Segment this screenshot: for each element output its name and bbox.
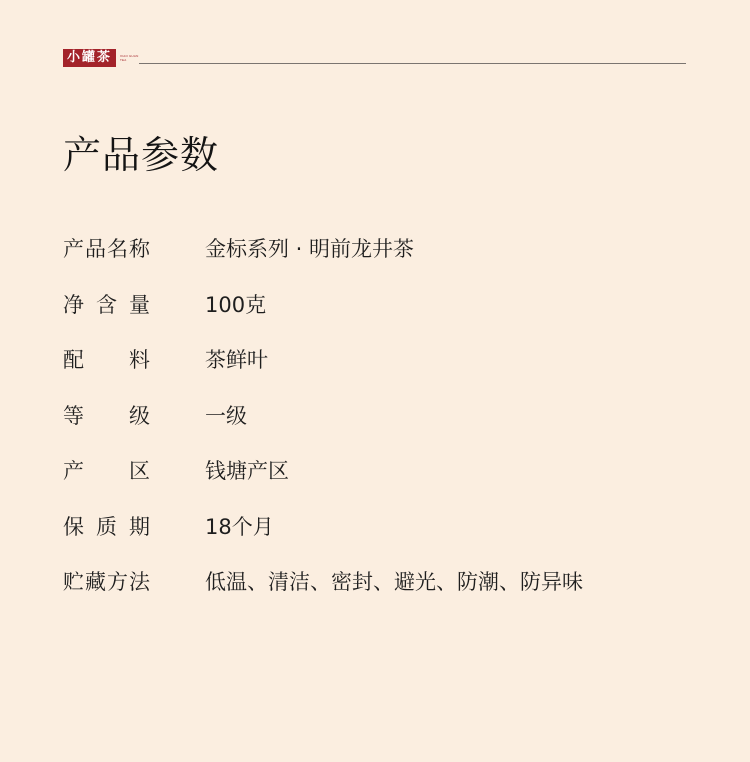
spec-value: 低温、清洁、密封、避光、防潮、防异味 <box>205 570 583 594</box>
brand-logo <box>63 49 139 67</box>
spec-label <box>63 232 150 266</box>
spec-label-char: 产 <box>63 459 84 483</box>
page-title: 产品参数 <box>63 133 220 177</box>
spec-label-char: 方 <box>107 570 128 594</box>
spec-label <box>63 399 150 433</box>
spec-value: 一级 <box>205 403 247 428</box>
spec-label-char: 料 <box>129 348 150 372</box>
spec-row-origin <box>63 454 683 488</box>
header <box>63 49 686 67</box>
spec-value: 金标系列 · 明前龙井茶 <box>205 237 415 261</box>
spec-label-char: 区 <box>129 459 150 483</box>
spec-label-char: 期 <box>129 514 150 539</box>
spec-value: 18个月 <box>205 514 274 539</box>
spec-value: 钱塘产区 <box>205 459 289 483</box>
spec-label-char: 等 <box>63 403 84 428</box>
spec-label-char: 品 <box>85 237 106 261</box>
spec-label-char: 贮 <box>63 570 84 594</box>
spec-label-char: 含 <box>96 292 117 317</box>
spec-label-char: 名 <box>107 237 128 261</box>
spec-label <box>63 454 150 488</box>
spec-label-char: 量 <box>129 292 150 317</box>
spec-row-shelf-life <box>63 510 683 544</box>
spec-row-storage <box>63 565 683 599</box>
spec-row-ingredients <box>63 343 683 377</box>
spec-label-char: 产 <box>63 237 84 261</box>
logo-subtext <box>120 54 138 62</box>
spec-label-char: 法 <box>129 570 150 594</box>
spec-value: 茶鲜叶 <box>205 348 268 372</box>
spec-label <box>63 288 150 322</box>
logo-subtext-top: XIAO GUAN <box>120 54 139 58</box>
spec-label <box>63 343 150 377</box>
spec-row-product-name <box>63 232 683 266</box>
spec-label-char: 净 <box>63 292 84 317</box>
spec-list <box>63 232 683 621</box>
spec-label <box>63 510 150 544</box>
header-divider <box>139 63 686 64</box>
spec-label-char: 质 <box>96 514 117 539</box>
spec-label <box>63 565 150 599</box>
spec-label-char: 藏 <box>85 570 106 594</box>
spec-row-grade <box>63 399 683 433</box>
spec-label-char: 保 <box>63 514 84 539</box>
spec-label-char: 级 <box>129 403 150 428</box>
spec-value: 100克 <box>205 292 267 317</box>
spec-label-char: 称 <box>129 237 150 261</box>
logo-text: 小罐茶 <box>63 49 116 67</box>
spec-row-net-content <box>63 288 683 322</box>
logo-subtext-bottom: TEA <box>120 58 127 62</box>
spec-label-char: 配 <box>63 348 84 372</box>
